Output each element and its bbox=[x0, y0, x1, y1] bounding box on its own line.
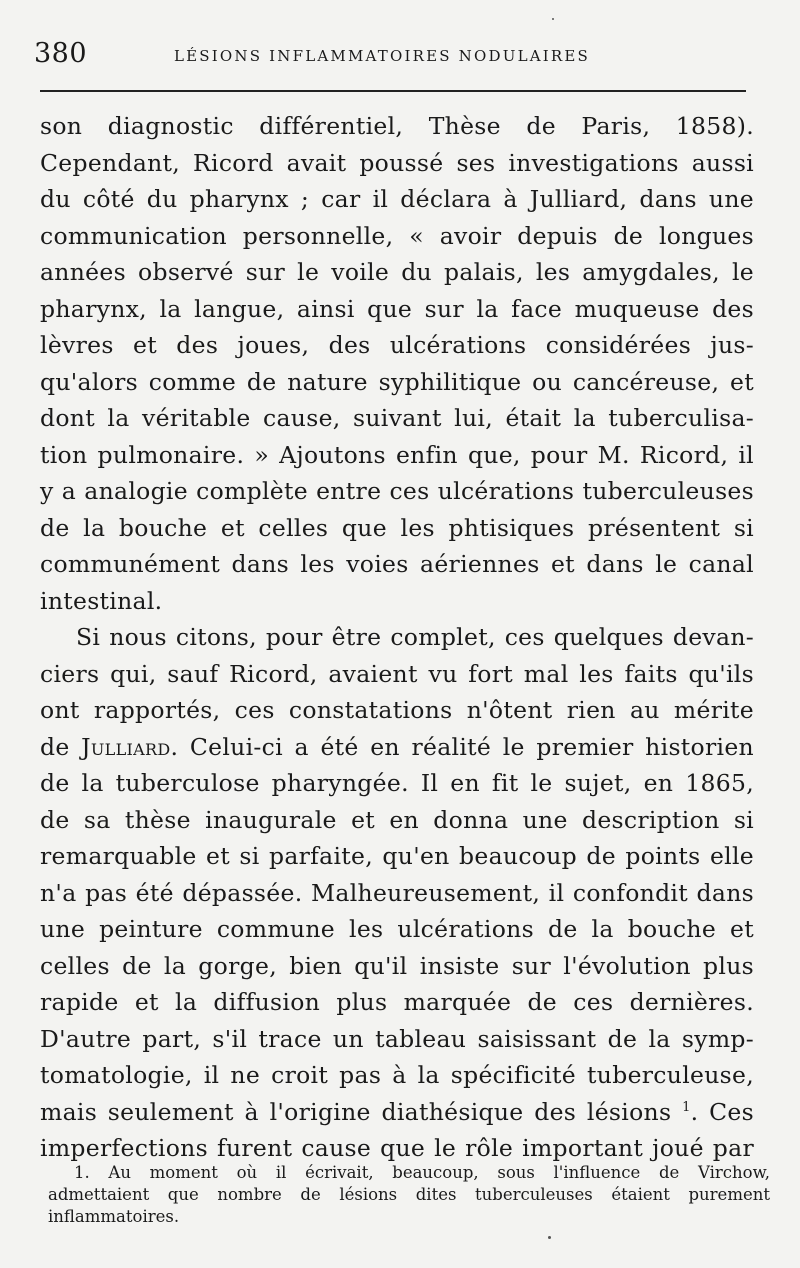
text-line: pharynx, la langue, ainsi que sur la face muqueuse des bbox=[40, 294, 754, 323]
text-fragment: . Ces bbox=[690, 1097, 754, 1126]
text-line: lèvres et des joues, des ulcérations considérées jus- bbox=[40, 331, 754, 359]
text-line: communication personnelle, « avoir depuis de longues bbox=[40, 221, 754, 250]
text-line: rapide et la diffusion plus marquée de ces dernières. bbox=[40, 988, 754, 1016]
print-speck bbox=[548, 1236, 551, 1239]
text-line: y a analogie complète entre ces ulcérations tuberculeuses bbox=[40, 477, 754, 505]
text-line: imperfections furent cause que le rôle important joué par bbox=[40, 1134, 754, 1162]
text-line bbox=[40, 729, 754, 766]
footnote-line: admettaient que nombre de lésions dites tuberculeuses étaient purement bbox=[48, 1185, 770, 1204]
text-line: de la bouche et celles que les phtisiques présentent si bbox=[40, 513, 754, 542]
text-line: tion pulmonaire. » Ajoutons enfin que, pour M. Ricord, il bbox=[40, 440, 754, 469]
text-line: son diagnostic différentiel, Thèse de Paris, 1858). bbox=[40, 112, 754, 140]
text-line: Cependant, Ricord avait poussé ses investigations aussi bbox=[40, 148, 754, 177]
text-line: années observé sur le voile du palais, les amygdales, le bbox=[40, 258, 754, 286]
body-text bbox=[40, 108, 754, 1167]
text-line: de sa thèse inaugurale et en donna une description si bbox=[40, 805, 754, 834]
text-line: celles de la gorge, bien qu'il insiste sur l'évolution plus bbox=[40, 951, 754, 980]
text-line: remarquable et si parfaite, qu'en beaucoup de points elle bbox=[40, 842, 754, 870]
text-line: ont rapportés, ces constatations n'ôtent rien au mérite bbox=[40, 696, 754, 724]
text-line: D'autre part, s'il trace un tableau saisissant de la symp- bbox=[40, 1024, 754, 1053]
footnote-reference[interactable]: 1 bbox=[682, 1099, 691, 1115]
text-line: Si nous citons, pour être complet, ces quelques devan- bbox=[76, 623, 754, 651]
text-line: n'a pas été dépassée. Malheureusement, il confondit dans bbox=[40, 878, 754, 907]
running-head: LÉSIONS INFLAMMATOIRES NODULAIRES bbox=[174, 47, 591, 65]
footnotes bbox=[48, 1162, 770, 1228]
text-fragment: mais seulement à l'origine diathésique des lésions bbox=[40, 1097, 672, 1126]
text-line: intestinal. bbox=[40, 586, 163, 615]
footnote-line: inflammatoires. bbox=[48, 1207, 180, 1226]
author-name-julliard: Julliard bbox=[81, 732, 171, 761]
header-rule bbox=[40, 90, 746, 92]
text-line bbox=[40, 1094, 754, 1131]
text-line: qu'alors comme de nature syphilitique ou cancéreuse, et bbox=[40, 367, 754, 396]
footnote-line: 1. Au moment où il écrivait, beaucoup, sous l'influence de Virchow, bbox=[74, 1163, 770, 1182]
text-line: dont la véritable cause, suivant lui, était la tuberculisa- bbox=[40, 404, 754, 432]
page-number: 380 bbox=[34, 38, 88, 69]
text-line: de la tuberculose pharyngée. Il en fit le sujet, en 1865, bbox=[40, 769, 754, 797]
text-line: communément dans les voies aériennes et dans le canal bbox=[40, 550, 754, 578]
print-speck bbox=[552, 18, 554, 20]
text-line: ciers qui, sauf Ricord, avaient vu fort mal les faits qu'ils bbox=[40, 659, 754, 688]
text-line: tomatologie, il ne croit pas à la spécificité tuberculeuse, bbox=[40, 1061, 754, 1089]
text-line: du côté du pharynx ; car il déclara à Julliard, dans une bbox=[40, 185, 754, 213]
text-fragment: de bbox=[40, 732, 70, 761]
text-line: une peinture commune les ulcérations de la bouche et bbox=[40, 915, 754, 943]
page-header bbox=[34, 36, 754, 76]
text-fragment: . Celui-ci a été en réalité le premier historien bbox=[170, 732, 754, 761]
